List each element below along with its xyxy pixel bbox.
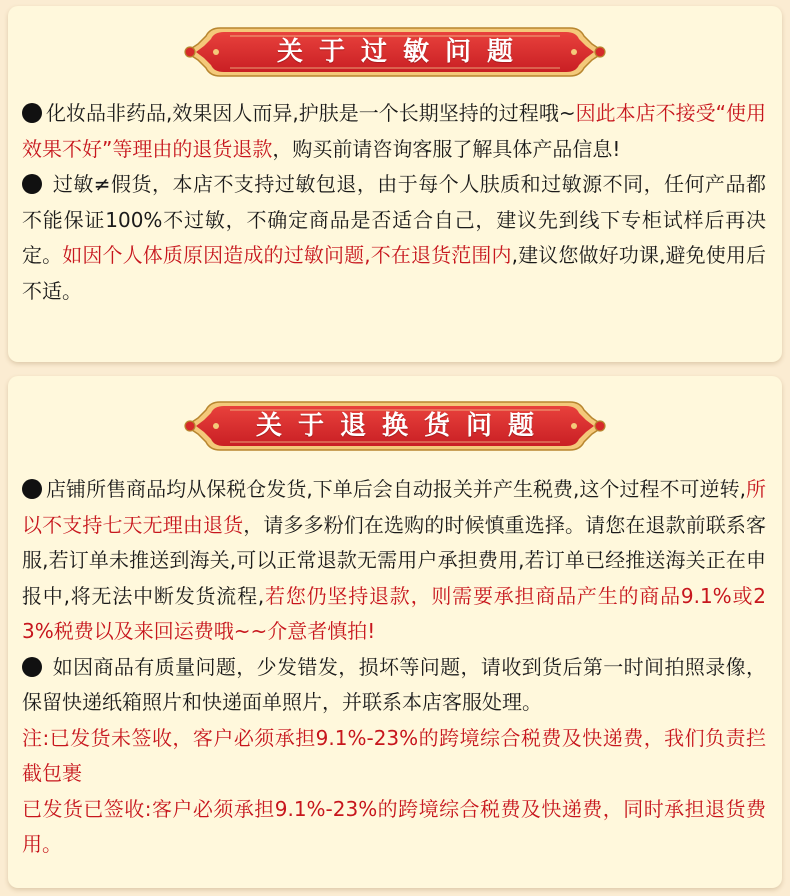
highlight-text: 所以不支持七天无理由退货 <box>22 477 767 537</box>
bullet-dot-icon <box>22 174 42 194</box>
paragraph <box>22 167 766 309</box>
allergy-section-card <box>8 6 782 362</box>
highlight-text: 因此本店不接受“使用效果不好”等理由的退货退款 <box>22 101 766 161</box>
paragraph-text: 店铺所售商品均从保税仓发货,下单后会自动报关并产生税费,这个过程不可逆转, <box>46 477 746 501</box>
paragraph <box>22 472 766 650</box>
bullet-dot-icon <box>22 103 42 123</box>
return-section-card <box>8 376 782 888</box>
section-body <box>22 96 766 309</box>
note-shipped-unsigned: 注:已发货未签收，客户必须承担9.1%-23%的跨境综合税费及快递费，我们负责拦截包裹 <box>22 725 766 785</box>
bullet-dot-icon <box>22 657 42 677</box>
section-title: 关于退换货问题 <box>256 411 551 441</box>
bullet-dot-icon <box>22 479 42 499</box>
paragraph <box>22 96 766 167</box>
paragraph-text: 如因商品有质量问题，少发错发，损坏等问题，请收到货后第一时间拍照录像，保留快递纸箱照片和快递面单照片，并联系本店客服处理。 <box>22 654 766 714</box>
paragraph-text: 过敏≠假货，本店不支持过敏包退，由于每个人肤质和过敏源不同，任何产品都不能保证100%不过敏，不确定商品是否适合自己，建议先到线下专柜试样后再决定。 <box>22 172 766 267</box>
section-banner <box>180 24 610 80</box>
section-body <box>22 472 766 863</box>
note-shipped-signed: 已发货已签收:客户必须承担9.1%-23%的跨境综合税费及快递费，同时承担退货费用。 <box>22 796 766 856</box>
section-banner <box>180 398 610 454</box>
paragraph-text: ,建议您做好功课,避免使用后不适。 <box>22 243 767 303</box>
section-title: 关于过敏问题 <box>276 37 529 67</box>
highlight-text: 若您仍坚持退款，则需要承担商品产生的商品9.1%或23%税费以及来回运费哦~~介意者慎拍! <box>22 583 766 643</box>
paragraph-text: 化妆品非药品,效果因人而异,护肤是一个长期坚持的过程哦~ <box>46 101 576 125</box>
highlight-text: 如因个人体质原因造成的过敏问题,不在退货范围内 <box>62 243 512 267</box>
paragraph <box>22 650 766 721</box>
paragraph-text: ，请多多粉们在选购的时候慎重选择。请您在退款前联系客服,若订单未推送到海关,可以正常退款无需用户承担费用,若订单已经推送海关正在申报中,将无法中断发货流程, <box>22 512 767 608</box>
paragraph-text: ，购买前请咨询客服了解具体产品信息! <box>272 136 621 161</box>
